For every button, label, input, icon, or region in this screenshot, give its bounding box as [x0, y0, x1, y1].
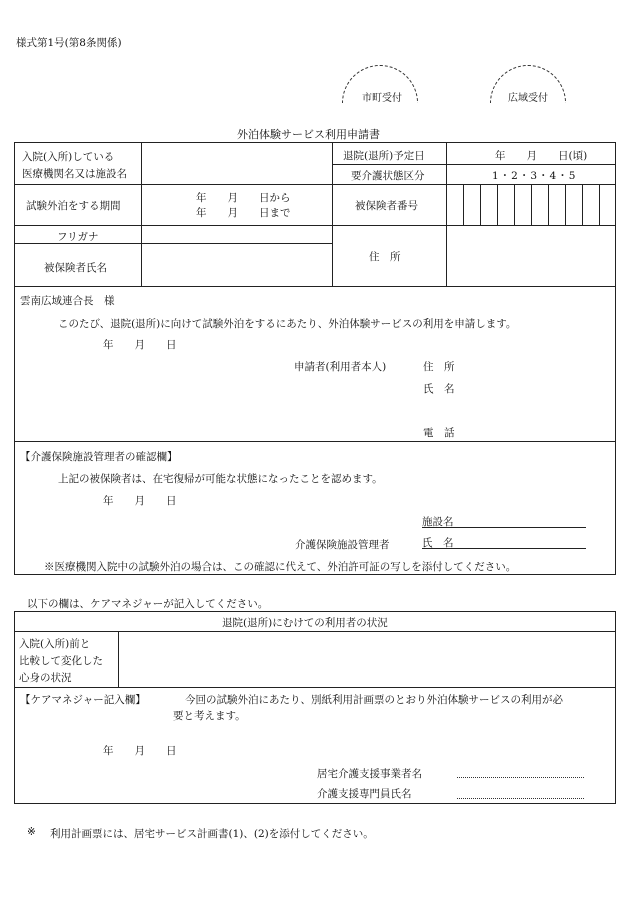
applicant-address-label: 住 所	[423, 361, 455, 373]
manager-name-underline[interactable]	[422, 548, 586, 549]
status-section-header: 退院(退所)にむけての利用者の状況	[222, 617, 388, 629]
confirmation-heading: 【介護保険施設管理者の確認欄】	[20, 451, 178, 463]
status-label-line2: 比較して変化した	[19, 655, 103, 667]
address-label: 住 所	[369, 251, 401, 263]
care-level-label: 要介護状態区分	[351, 170, 425, 182]
confirmation-note: ※医療機関入院中の試験外泊の場合は、この確認に代えて、外泊許可証の写しを添付してください。	[44, 561, 517, 573]
facility-name-underline[interactable]	[422, 527, 586, 528]
discharge-date-field[interactable]: 年 月 日(頃)	[495, 150, 588, 162]
insured-name-label: 被保険者氏名	[44, 262, 107, 274]
care-manager-date[interactable]: 年 月 日	[103, 745, 177, 757]
confirmation-date[interactable]: 年 月 日	[103, 495, 177, 507]
status-label-line1: 入院(入所)前と	[19, 638, 91, 650]
trial-period-label: 試験外泊をする期間	[26, 200, 121, 212]
addressee: 雲南広域連合長 様	[20, 295, 115, 307]
care-manager-intro: 以下の欄は、ケアマネジャーが記入してください。	[27, 598, 269, 610]
form-number: 様式第1号(第8条関係)	[16, 37, 122, 49]
insured-name-field[interactable]	[142, 244, 331, 285]
confirmation-body: 上記の被保険者は、在宅復帰が可能な状態になったことを認めます。	[58, 473, 383, 485]
facility-label-line2: 医療機関名又は施設名	[22, 168, 127, 180]
care-specialist-dotted-line[interactable]	[457, 798, 584, 799]
facility-name-label: 施設名	[422, 516, 454, 528]
manager-name-label: 氏 名	[422, 537, 454, 549]
status-label-line3: 心身の状況	[19, 672, 72, 684]
facility-name-field[interactable]	[142, 143, 331, 183]
care-manager-body-line1: 今回の試験外泊にあたり、別紙利用計画票のとおり外泊体験サービスの利用が必	[185, 694, 563, 706]
application-body: このたび、退院(退所)に向けて試験外泊をするにあたり、外泊体験サービスの利用を申請します。	[58, 318, 517, 330]
furigana-label: フリガナ	[57, 231, 99, 243]
trial-period-from[interactable]: 年 月 日から	[196, 192, 291, 204]
applicant-label: 申請者(利用者本人)	[294, 361, 387, 373]
facility-manager-label: 介護保険施設管理者	[295, 539, 390, 551]
discharge-date-label: 退院(退所)予定日	[343, 150, 425, 162]
care-office-label: 居宅介護支援事業者名	[317, 768, 422, 780]
care-level-options[interactable]: 1・2・3・4・5	[492, 170, 577, 182]
care-manager-heading: 【ケアマネジャー記入欄】	[20, 694, 146, 706]
facility-label-line1: 入院(入所)している	[22, 151, 115, 163]
form-title: 外泊体験サービス利用申請書	[237, 128, 380, 141]
address-field[interactable]	[447, 226, 615, 285]
applicant-phone-label: 電 話	[423, 427, 455, 439]
status-field[interactable]	[119, 632, 615, 686]
trial-period-to[interactable]: 年 月 日まで	[196, 207, 291, 219]
care-office-dotted-line[interactable]	[457, 777, 584, 778]
care-manager-body-line2: 要と考えます。	[173, 710, 246, 722]
insured-number-label: 被保険者番号	[355, 200, 418, 212]
applicant-name-label: 氏 名	[423, 383, 455, 395]
footer-note-mark: ※	[27, 826, 36, 838]
furigana-field[interactable]	[142, 226, 331, 242]
regional-reception-label: 広域受付	[508, 93, 548, 104]
footer-note: 利用計画票には、居宅サービス計画書(1)、(2)を添付してください。	[50, 828, 374, 840]
city-reception-label: 市町受付	[362, 93, 402, 104]
care-specialist-label: 介護支援専門員氏名	[317, 788, 412, 800]
application-date[interactable]: 年 月 日	[103, 339, 177, 351]
